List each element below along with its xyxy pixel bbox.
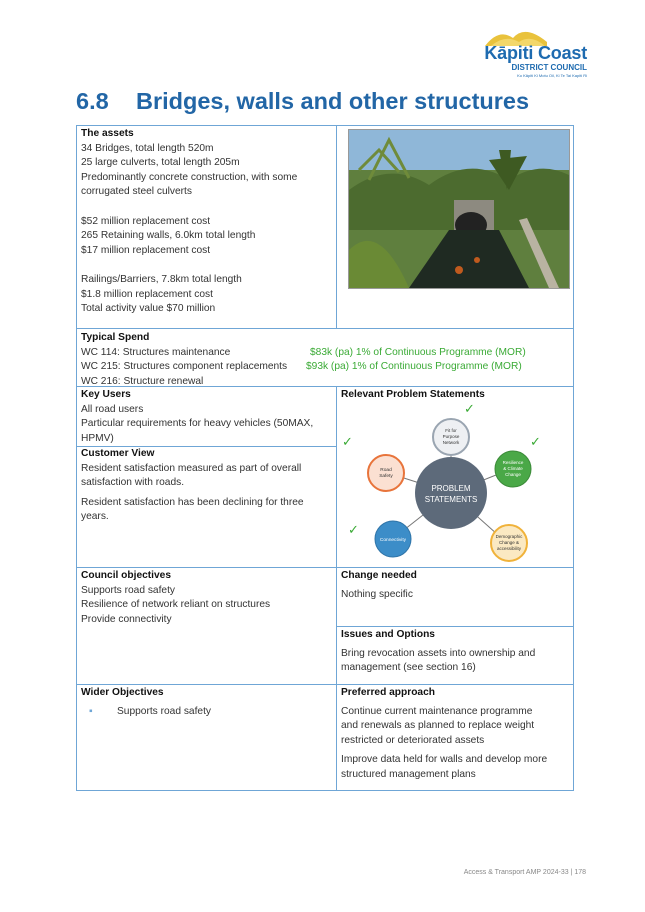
page-footer: Access & Transport AMP 2024-33 | 178 [463,869,586,876]
svg-text:Demographic: Demographic [495,534,523,539]
spend-item: WC 215: Structures component replacements [81,361,288,373]
logo-line1: Kāpiti Coast [484,43,587,63]
issues-line: Bring revocation assets into ownership and [341,647,536,659]
approach-row [76,684,574,791]
svg-text:Change: Change [505,472,521,477]
preferred-line: Continue current maintenance programme [341,705,533,717]
culvert-photo [348,129,570,289]
problem-center-node [415,457,487,529]
assets-line: $17 million replacement cost [81,244,211,256]
key-users-heading: Key Users [81,389,131,400]
council-heading: Council objectives [81,570,172,581]
spend-value: $83k (pa) 1% of Continuous Programme (MOR) [310,346,526,358]
key-users-line: Particular requirements for heavy vehicles (50MAX, [81,418,314,430]
wider-item: ▪ Supports road safety [81,705,211,720]
center-label: PROBLEM [431,484,471,493]
assets-line: 265 Retaining walls, 6.0km total length [81,230,256,242]
check-icon: ✓ [348,522,359,537]
section-title: Bridges, walls and other structures [136,88,530,114]
council-line: Resilience of network reliant on structures [81,599,271,611]
bullet-icon: ▪ [89,705,93,717]
assets-line: Total activity value $70 million [81,303,216,315]
key-users-line: All road users [81,403,144,415]
preferred-approach-cell [341,686,547,783]
check-icon: ✓ [464,401,475,416]
assets-line: $52 million replacement cost [81,215,211,227]
preferred-heading: Preferred approach [341,687,435,698]
section-number: 6.8 [76,88,109,114]
svg-text:Fit for: Fit for [445,428,457,433]
spend-item: WC 216: Structure renewal [81,375,204,387]
assets-line: Predominantly concrete construction, with some [81,171,298,183]
assets-heading: The assets [81,128,134,139]
wider-objectives-cell [81,686,211,719]
assets-line: $1.8 million replacement cost [81,288,213,300]
change-text: Nothing specific [341,588,413,600]
council-objectives-cell [81,569,270,627]
preferred-line: Improve data held for walls and develop more [341,754,548,766]
preferred-line: and renewals as planned to replace weight [341,720,535,732]
spend-value: $93k (pa) 1% of Continuous Programme (MOR) [306,361,522,373]
change-needed-cell [341,569,417,602]
svg-text:accessibility: accessibility [496,546,522,551]
section-heading [76,88,529,115]
issues-heading: Issues and Options [341,629,435,640]
problem-statements-diagram [340,401,562,569]
assets-line: 25 large culverts, total length 205m [81,157,240,169]
key-users-cell [81,388,313,446]
preferred-line: structured management plans [341,768,476,780]
assets-row [76,125,574,329]
key-users-line: HPMV) [81,432,114,444]
svg-text:& Climate: & Climate [503,466,523,471]
problem-heading: Relevant Problem Statements [341,389,485,400]
issues-line: management (see section 16) [341,662,476,674]
check-icon: ✓ [530,434,541,449]
svg-text:Resilience: Resilience [502,460,524,465]
logo-line3: Ko Kāpiti Ki Motu Oil, Ki Te Tai Kapiti Ri [517,73,587,78]
council-line: Supports road safety [81,584,176,596]
assets-line: Railings/Barriers, 7.8km total length [81,273,242,285]
customer-view-line: Resident satisfaction measured as part of overall [81,462,302,474]
spend-cell [81,331,287,389]
spend-item: WC 114: Structures maintenance [81,346,231,358]
council-logo [467,26,587,80]
center-label: STATEMENTS [424,495,478,504]
customer-view-line: years. [81,511,109,523]
assets-cell [81,127,297,317]
council-line: Provide connectivity [81,613,172,625]
change-heading: Change needed [341,570,417,581]
spend-row [76,328,574,387]
objectives-row [76,567,574,685]
customer-view-line: Resident satisfaction has been declining for three [81,496,304,508]
svg-text:Safety: Safety [379,474,393,479]
assets-line: corrugated steel culverts [81,186,192,198]
customer-view-cell [81,447,304,525]
customer-view-heading: Customer View [81,448,155,459]
logo-line2: DISTRICT COUNCIL [511,63,587,72]
svg-text:Road: Road [380,468,392,473]
svg-text:Purpose: Purpose [442,434,460,439]
issues-cell [341,628,535,676]
preferred-line: restricted or deteriorated assets [341,734,485,746]
road-safety-node [368,455,404,491]
spend-heading: Typical Spend [81,332,150,343]
assets-line: 34 Bridges, total length 520m [81,142,214,154]
check-icon: ✓ [342,434,353,449]
svg-text:Network: Network [442,440,460,445]
svg-text:Connectivity: Connectivity [379,538,407,543]
svg-text:Change &: Change & [498,540,520,545]
customer-view-line: satisfaction with roads. [81,477,185,489]
wider-heading: Wider Objectives [81,687,164,698]
